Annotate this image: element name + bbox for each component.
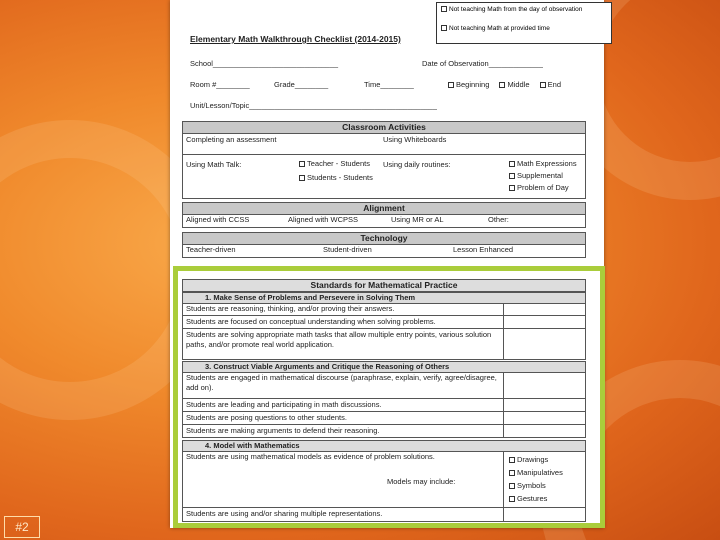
practice-4-header: 4. Model with Mathematics — [182, 440, 586, 452]
time-field: Time________ — [364, 80, 414, 89]
table-row: Students are making arguments to defend their reasoning. — [182, 425, 586, 438]
checkbox-icon[interactable] — [299, 161, 305, 167]
technology-header: Technology — [182, 232, 586, 245]
practice-3-header: 3. Construct Viable Arguments and Critique the Reasoning of Others — [182, 361, 586, 373]
timing-options: Beginning Middle End — [448, 80, 561, 89]
practice-1-header: 1. Make Sense of Problems and Persevere in Solving Them — [182, 292, 586, 304]
checkbox-icon[interactable] — [299, 175, 305, 181]
unit-field: Unit/Lesson/Topic_____________________________________________ — [190, 101, 437, 110]
school-field: School______________________________ — [190, 59, 339, 68]
highlight-frame — [173, 266, 605, 528]
checkbox-icon[interactable] — [441, 6, 447, 12]
standards-header: Standards for Mathematical Practice — [182, 279, 586, 292]
room-field: Room #________ — [190, 80, 250, 89]
checkbox-icon[interactable] — [509, 185, 515, 191]
checkbox-icon[interactable] — [509, 161, 515, 167]
table-row: Using Math Talk: Teacher - Students Students - Students Using daily routines: Math Expressions Supplemental Problem of Day — [182, 155, 586, 199]
grade-field: Grade________ — [274, 80, 329, 89]
table-row: Students are using and/or sharing multiple representations. — [182, 508, 586, 522]
table-row: Aligned with CCSS Aligned with WCPSS Using MR or AL Other: — [182, 214, 586, 228]
table-row: Students are using mathematical models as evidence of problem solutions. Models may include: Drawings Manipulatives Symbols Gestures — [182, 451, 586, 508]
notes-box: Not teaching Math from the day of observation Not teaching Math at provided time — [436, 2, 612, 44]
table-row: Students are engaged in mathematical discourse (paraphrase, explain, verify, agree/disagree, add on). — [182, 372, 586, 399]
alignment-header: Alignment — [182, 202, 586, 215]
table-row: Completing an assessment Using Whiteboards — [182, 133, 586, 155]
classroom-header: Classroom Activities — [182, 121, 586, 134]
table-row: Students are leading and participating in math discussions. — [182, 399, 586, 412]
table-row: Students are solving appropriate math tasks that allow multiple entry points, various solution paths, and/or promote real world application. — [182, 329, 586, 360]
table-row: Students are focused on conceptual understanding when solving problems. — [182, 316, 586, 329]
date-field: Date of Observation_____________ — [422, 59, 543, 68]
checkbox-icon[interactable] — [509, 173, 515, 179]
table-row: Students are posing questions to other students. — [182, 412, 586, 425]
checkbox-icon[interactable] — [499, 82, 505, 88]
checkbox-icon[interactable] — [448, 82, 454, 88]
slide-number-badge: #2 — [4, 516, 40, 538]
checkbox-icon[interactable] — [441, 25, 447, 31]
document-title: Elementary Math Walkthrough Checklist (2014-2015) — [190, 34, 401, 44]
checkbox-icon[interactable] — [540, 82, 546, 88]
table-row: Students are reasoning, thinking, and/or proving their answers. — [182, 303, 586, 316]
table-row: Teacher-driven Student-driven Lesson Enhanced — [182, 244, 586, 258]
